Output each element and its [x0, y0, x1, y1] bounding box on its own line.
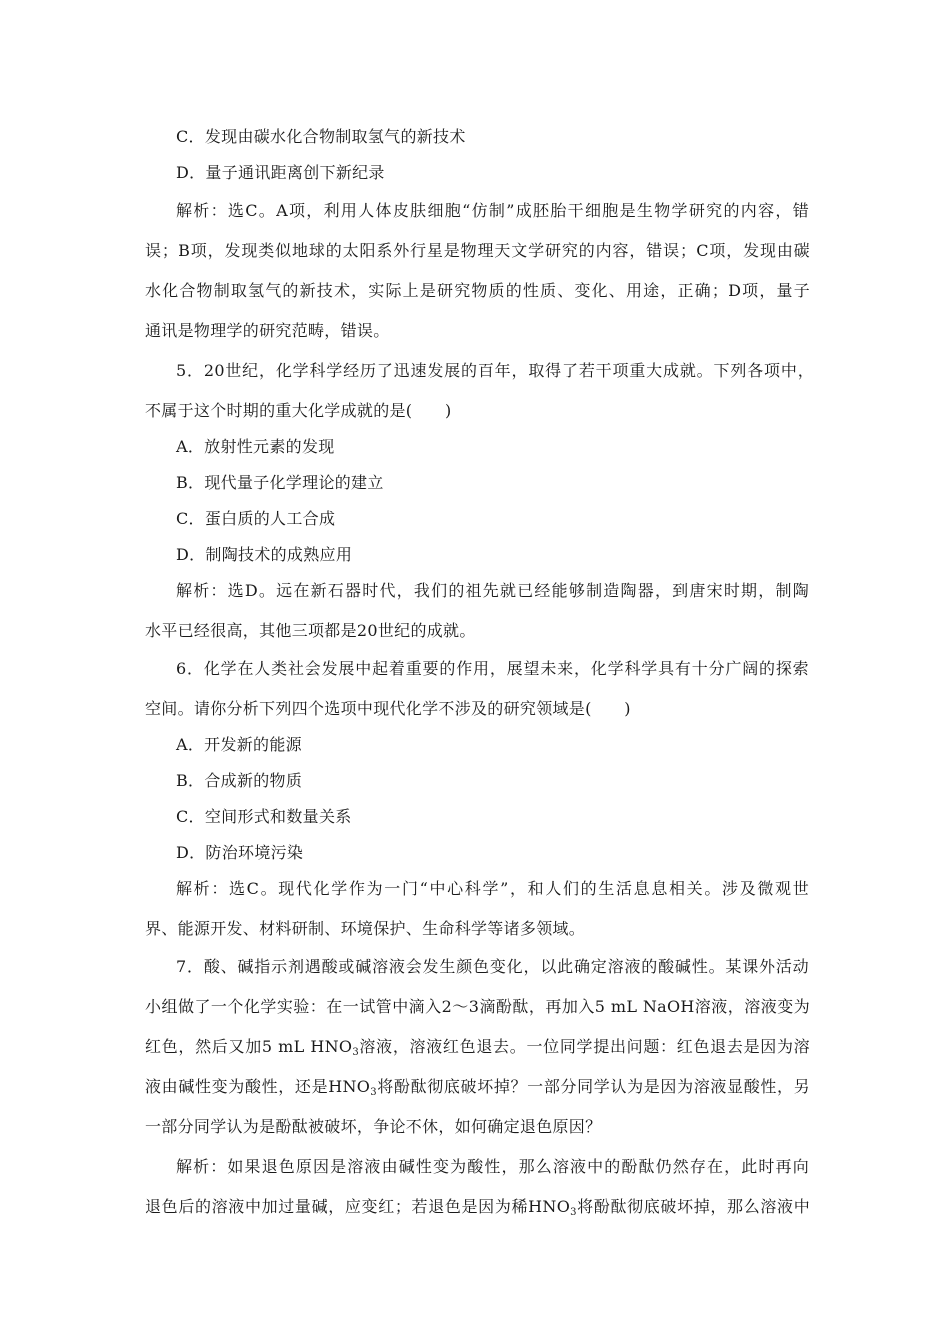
- q5-analysis-line-2: 水平已经很高，其他三项都是20世纪的成就。: [145, 621, 476, 640]
- q6-option-a: A．开发新的能源: [176, 735, 302, 754]
- q6-option-d: D．防治环境污染: [176, 843, 304, 862]
- q6-analysis-line-2: 界、能源开发、材料研制、环境保护、生命科学等诸多领域。: [145, 919, 586, 938]
- q5-option-b: B．现代量子化学理论的建立: [176, 473, 384, 492]
- q4-analysis-line-1: 解析：选C。A项，利用人体皮肤细胞“仿制”成胚胎干细胞是生物学研究的内容，错: [176, 201, 809, 220]
- q6-option-c: C．空间形式和数量关系: [176, 807, 352, 826]
- q7-stem-line-1: 7．酸、碱指示剂遇酸或碱溶液会发生颜色变化，以此确定溶液的酸碱性。某课外活动: [176, 957, 809, 976]
- q6-option-b: B．合成新的物质: [176, 771, 303, 790]
- q4-option-d: D．量子通讯距离创下新纪录: [176, 163, 385, 182]
- q7-stem-line-3-part-a: 红色，然后又加5 mL HNO: [145, 1037, 353, 1056]
- q5-option-d: D．制陶技术的成熟应用: [176, 545, 353, 564]
- q7-stem-line-4-part-b: 将酚酞彻底破坏掉？一部分同学认为是因为溶液显酸性，另: [376, 1077, 810, 1096]
- q6-analysis-line-1: 解析：选C。现代化学作为一门“中心科学”，和人们的生活息息相关。涉及微观世: [176, 879, 809, 898]
- q7-stem-line-5: 一部分同学认为是酚酞被破坏，争论不休，如何确定退色原因？: [145, 1117, 602, 1136]
- q5-stem-line-2: 不属于这个时期的重大化学成就的是( ): [145, 401, 452, 420]
- q5-stem-line-1: 5．20世纪，化学科学经历了迅速发展的百年，取得了若干项重大成就。下列各项中，: [176, 361, 814, 380]
- q4-analysis-line-3: 水化合物制取氢气的新技术，实际上是研究物质的性质、变化、用途，正确；D项，量子: [145, 281, 810, 300]
- q7-analysis-line-2: [145, 1197, 810, 1217]
- subscript-3: 3: [370, 1087, 377, 1098]
- q5-option-c: C．蛋白质的人工合成: [176, 509, 336, 528]
- q4-analysis-line-4: 通讯是物理学的研究范畴，错误。: [145, 321, 390, 340]
- q6-stem-line-2: 空间。请你分析下列四个选项中现代化学不涉及的研究领域是( ): [145, 699, 631, 718]
- q4-option-c: C．发现由碳水化合物制取氢气的新技术: [176, 127, 466, 146]
- q4-analysis-line-2: 误；B项，发现类似地球的太阳系外行星是物理天文学研究的内容，错误；C项，发现由碳: [145, 241, 810, 260]
- q7-stem-line-2: 小组做了一个化学实验：在一试管中滴入2～3滴酚酞，再加入5 mL NaOH溶液，溶液变为: [145, 997, 810, 1016]
- q7-stem-line-4: [145, 1077, 810, 1097]
- q7-stem-line-4-part-a: 液由碱性变为酸性，还是HNO: [145, 1077, 371, 1096]
- subscript-3: 3: [570, 1207, 577, 1218]
- q7-analysis-line-2-part-a: 退色后的溶液中加过量碱，应变红；若退色是因为稀HNO: [145, 1197, 571, 1216]
- q7-analysis-line-2-part-b: 将酚酞彻底破坏掉，那么溶液中: [576, 1197, 810, 1216]
- q5-analysis-line-1: 解析：选D。远在新石器时代，我们的祖先就已经能够制造陶器，到唐宋时期，制陶: [176, 581, 809, 600]
- q7-stem-line-3-part-b: 溶液，溶液红色退去。一位同学提出问题：红色退去是因为溶: [359, 1037, 810, 1056]
- subscript-3: 3: [352, 1047, 360, 1058]
- q6-stem-line-1: 6．化学在人类社会发展中起着重要的作用，展望未来，化学科学具有十分广阔的探索: [176, 659, 809, 678]
- q7-stem-line-3: [145, 1037, 810, 1057]
- q5-option-a: A．放射性元素的发现: [176, 437, 335, 456]
- q7-analysis-line-1: 解析：如果退色原因是溶液由碱性变为酸性，那么溶液中的酚酞仍然存在，此时再向: [176, 1157, 809, 1176]
